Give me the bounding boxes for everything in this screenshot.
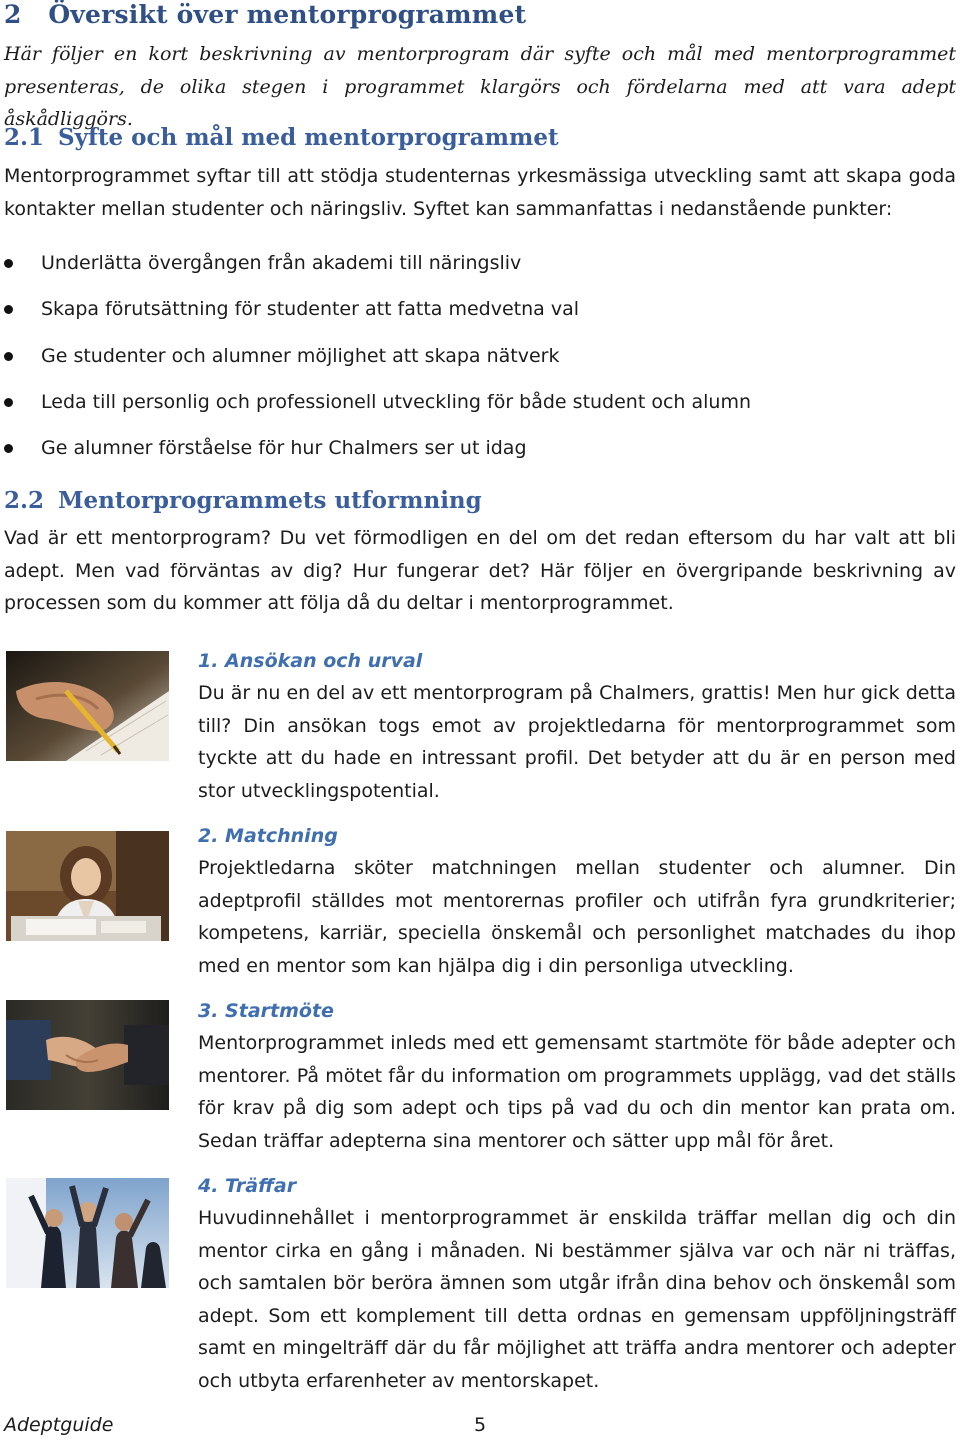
step-application <box>198 645 956 807</box>
bullet-icon <box>4 352 13 361</box>
bullet-icon <box>4 398 13 407</box>
section-title: Översikt över mentorprogrammet <box>48 0 527 29</box>
list-item <box>0 340 940 386</box>
list-item-text: Ge alumner förståelse för hur Chalmers ser ut idag <box>41 437 527 460</box>
step-title: 3. Startmöte <box>198 1000 334 1022</box>
step-matching <box>198 820 956 982</box>
bullet-icon <box>4 444 13 453</box>
list-item <box>0 293 940 339</box>
step-text: Mentorprogrammet inleds med ett gemensamt startmöte för både adepter och mentorer. På mötet får du information om programmets upplägg, vad det ställs för krav på dig som adept och tips på vad du och din mentor kan prata om. Sedan träffar adepterna sina mentorer och sätter upp mål för året. <box>198 1032 956 1152</box>
step-text: Projektledarna sköter matchningen mellan studenter och alumner. Din adeptprofil ställdes mot mentorernas profiler och utifrån fyra grundkriterier; kompetens, karriär, speciella önskemål och personlighet matchades du ihop med en mentor som kan hjälpa dig i din personliga utveckling. <box>198 857 956 977</box>
step-title: 2. Matchning <box>198 825 338 847</box>
list-item-text: Skapa förutsättning för studenter att fatta medvetna val <box>41 298 580 321</box>
step-meetings <box>198 1170 956 1397</box>
writing-hand-photo <box>6 651 169 761</box>
page-number: 5 <box>474 1414 487 1436</box>
list-item-text: Underlätta övergången från akademi till näringsliv <box>41 252 522 274</box>
bullet-icon <box>4 259 13 268</box>
list-item <box>0 432 940 478</box>
subsection-title: Syfte och mål med mentorprogrammet <box>58 124 559 151</box>
subsection-number: 2.1 <box>4 124 45 151</box>
purpose-paragraph: Mentorprogrammet syftar till att stödja studenternas yrkesmässiga utveckling samt att skapa goda kontakter mellan studenter och näringsliv. Syftet kan sammanfattas i nedanstående punkter: <box>4 165 956 220</box>
celebrating-group-photo <box>6 1178 169 1288</box>
section-intro: Här följer en kort beskrivning av mentorprogram där syfte och mål med mentorprogrammet presenteras, de olika stegen i programmet klargörs och fördelarna med att vara adept åskådliggörs. <box>4 43 956 130</box>
design-paragraph: Vad är ett mentorprogram? Du vet förmodligen en del om det redan eftersom du har valt att bli adept. Men vad förväntas av dig? Hur fungerar det? Här följer en övergripande beskrivning av processen som du kommer att följa då du deltar i mentorprogrammet. <box>4 527 956 614</box>
handshake-photo <box>6 1000 169 1110</box>
list-item-text: Leda till personlig och professionell utveckling för både student och alumn <box>41 390 752 413</box>
section-number: 2 <box>4 0 22 29</box>
list-item <box>0 247 940 293</box>
step-title: 4. Träffar <box>198 1175 297 1197</box>
subsection-title: Mentorprogrammets utformning <box>58 487 482 514</box>
step-text: Huvudinnehållet i mentorprogrammet är enskilda träffar mellan dig och din mentor cirka en gång i månaden. Ni bestämmer själva var och när ni träffas, och samtalen bör beröra ämnen som utgår ifrån dina behov och önskemål som adept. Som ett komplement till detta ordnas en gemensam uppföljningsträff samt en mingelträff där du får möjlighet att träffa andra mentorer och adepter och utbyta erfarenheter av mentorskapet. <box>198 1207 956 1392</box>
step-title: 1. Ansökan och urval <box>198 650 423 672</box>
goals-list <box>0 247 940 478</box>
subsection-heading-2-1 <box>4 124 559 151</box>
list-item-text: Ge studenter och alumner möjlighet att skapa nätverk <box>41 344 560 367</box>
list-item <box>0 386 940 432</box>
footer-label: Adeptguide <box>4 1414 114 1436</box>
subsection-number: 2.2 <box>4 487 45 514</box>
section-heading <box>4 0 526 29</box>
subsection-heading-2-2 <box>4 487 482 514</box>
step-text: Du är nu en del av ett mentorprogram på Chalmers, grattis! Men hur gick detta till? Din ansökan togs emot av projektledarna för mentorprogrammet som tyckte att du hade en intressant profil. Det betyder att du är en person med stor utvecklingspotential. <box>198 682 956 802</box>
bullet-icon <box>4 305 13 314</box>
step-kickoff <box>198 995 956 1157</box>
woman-at-desk-photo <box>6 831 169 941</box>
